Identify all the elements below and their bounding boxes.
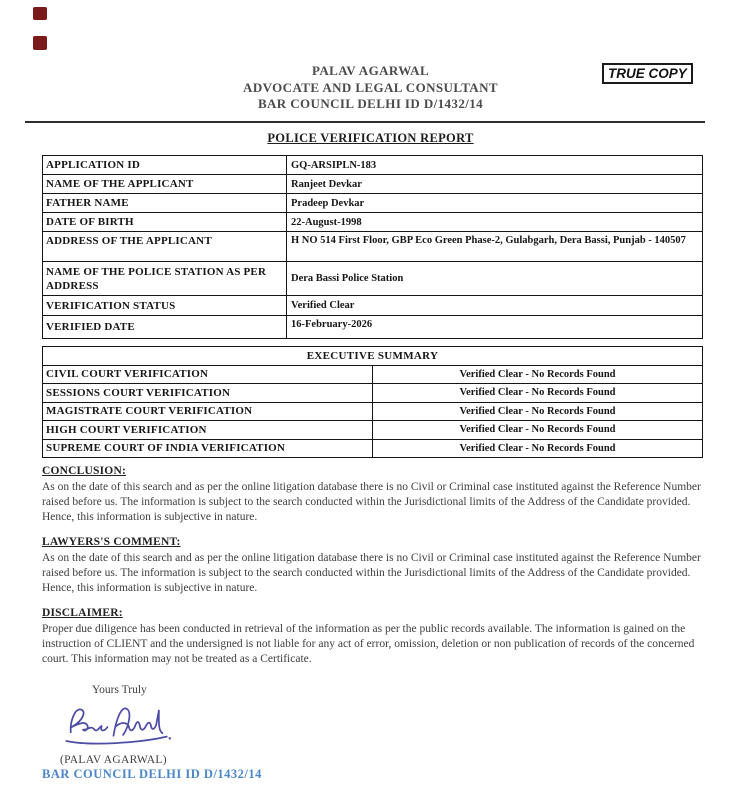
field-label: APPLICATION ID	[43, 156, 287, 175]
disclaimer-text: Proper due diligence has been conducted in retrieval of the information as per the public records available. The information is gained on the instruction of CLIENT and the undersigned is not liable for any act of error, omission, deletion or non publication of records of the concerned court. This information may not be treated as a Certificate.	[42, 623, 695, 665]
field-label: VERIFIED DATE	[43, 316, 287, 339]
signatory-name: (PALAV AGARWAL)	[60, 754, 167, 766]
table-row	[43, 194, 703, 213]
table-row	[43, 439, 703, 458]
field-value: H NO 514 First Floor, GBP Eco Green Phase-2, Gulabgarh, Dera Bassi, Punjab - 140507	[287, 232, 703, 262]
lawyers-comment-heading: LAWYERS'S COMMENT:	[42, 536, 181, 548]
true-copy-label: TRUE COPY	[608, 66, 687, 81]
field-label: NAME OF THE POLICE STATION AS PER ADDRESS	[43, 262, 287, 296]
true-copy-stamp	[602, 63, 693, 84]
field-value: Verified Clear - No Records Found	[373, 365, 703, 384]
advocate-name: PALAV AGARWAL	[311, 63, 430, 78]
field-value: Pradeep Devkar	[287, 194, 703, 213]
field-label: ADDRESS OF THE APPLICANT	[43, 232, 287, 262]
field-value: Verified Clear - No Records Found	[373, 402, 703, 421]
field-label: NAME OF THE APPLICANT	[43, 175, 287, 194]
report-body	[42, 155, 703, 782]
table-row	[43, 262, 703, 296]
table-row	[43, 156, 703, 175]
advocate-title: ADVOCATE AND LEGAL CONSULTANT	[243, 79, 498, 95]
salutation: Yours Truly	[92, 684, 147, 696]
table-row	[43, 421, 703, 440]
lawyers-comment-text: As on the date of this search and as per the online litigation database there is no Civil or Criminal case instituted against the Reference Number raised before us. The information is subject to the search conducted within the Jurisdictional limits of the Address of the Candidate provided. Hence, this information is subjective in nature.	[42, 552, 701, 594]
table-row	[43, 384, 703, 403]
field-value: Dera Bassi Police Station	[287, 262, 703, 296]
field-value: Verified Clear	[287, 296, 703, 316]
table-header-row	[43, 347, 703, 366]
red-marker-icon	[33, 7, 47, 20]
conclusion-section	[42, 465, 703, 525]
field-label: HIGH COURT VERIFICATION	[43, 421, 373, 440]
field-label: DATE OF BIRTH	[43, 213, 287, 232]
field-value: Ranjeet Devkar	[287, 175, 703, 194]
conclusion-text: As on the date of this search and as per the online litigation database there is no Civil or Criminal case instituted against the Reference Number raised before us. The information is subject to the search conducted within the Jurisdictional limits of the Address of the Candidate provided. Hence, this information is subjective in nature.	[42, 481, 701, 523]
red-marker-icon	[33, 36, 47, 50]
table-row	[43, 296, 703, 316]
executive-summary-table	[42, 346, 703, 458]
lawyers-comment-section	[42, 536, 703, 596]
disclaimer-heading: DISCLAIMER:	[42, 607, 123, 619]
conclusion-heading: CONCLUSION:	[42, 465, 126, 477]
bar-council-id: BAR COUNCIL DELHI ID D/1432/14	[42, 767, 262, 781]
applicant-details-table	[42, 155, 703, 339]
field-label: FATHER NAME	[43, 194, 287, 213]
field-value: GQ-ARSIPLN-183	[287, 156, 703, 175]
table-row	[43, 316, 703, 339]
field-label: SUPREME COURT OF INDIA VERIFICATION	[43, 439, 373, 458]
disclaimer-section	[42, 607, 703, 667]
field-value: Verified Clear - No Records Found	[373, 384, 703, 403]
table-row	[43, 175, 703, 194]
field-label: VERIFICATION STATUS	[43, 296, 287, 316]
field-label: CIVIL COURT VERIFICATION	[43, 365, 373, 384]
field-label: MAGISTRATE COURT VERIFICATION	[43, 402, 373, 421]
table-row	[43, 232, 703, 262]
table-row	[43, 365, 703, 384]
executive-summary-title: EXECUTIVE SUMMARY	[43, 347, 703, 366]
field-value: Verified Clear - No Records Found	[373, 421, 703, 440]
table-row	[43, 213, 703, 232]
field-value: 16-February-2026	[287, 316, 703, 339]
field-value: 22-August-1998	[287, 213, 703, 232]
advocate-bar-id: BAR COUNCIL DELHI ID D/1432/14	[257, 96, 484, 111]
field-value: Verified Clear - No Records Found	[373, 439, 703, 458]
table-row	[43, 402, 703, 421]
signature-image	[52, 700, 182, 748]
page-title: POLICE VERIFICATION REPORT	[267, 131, 474, 145]
field-label: SESSIONS COURT VERIFICATION	[43, 384, 373, 403]
header-divider	[25, 121, 705, 123]
